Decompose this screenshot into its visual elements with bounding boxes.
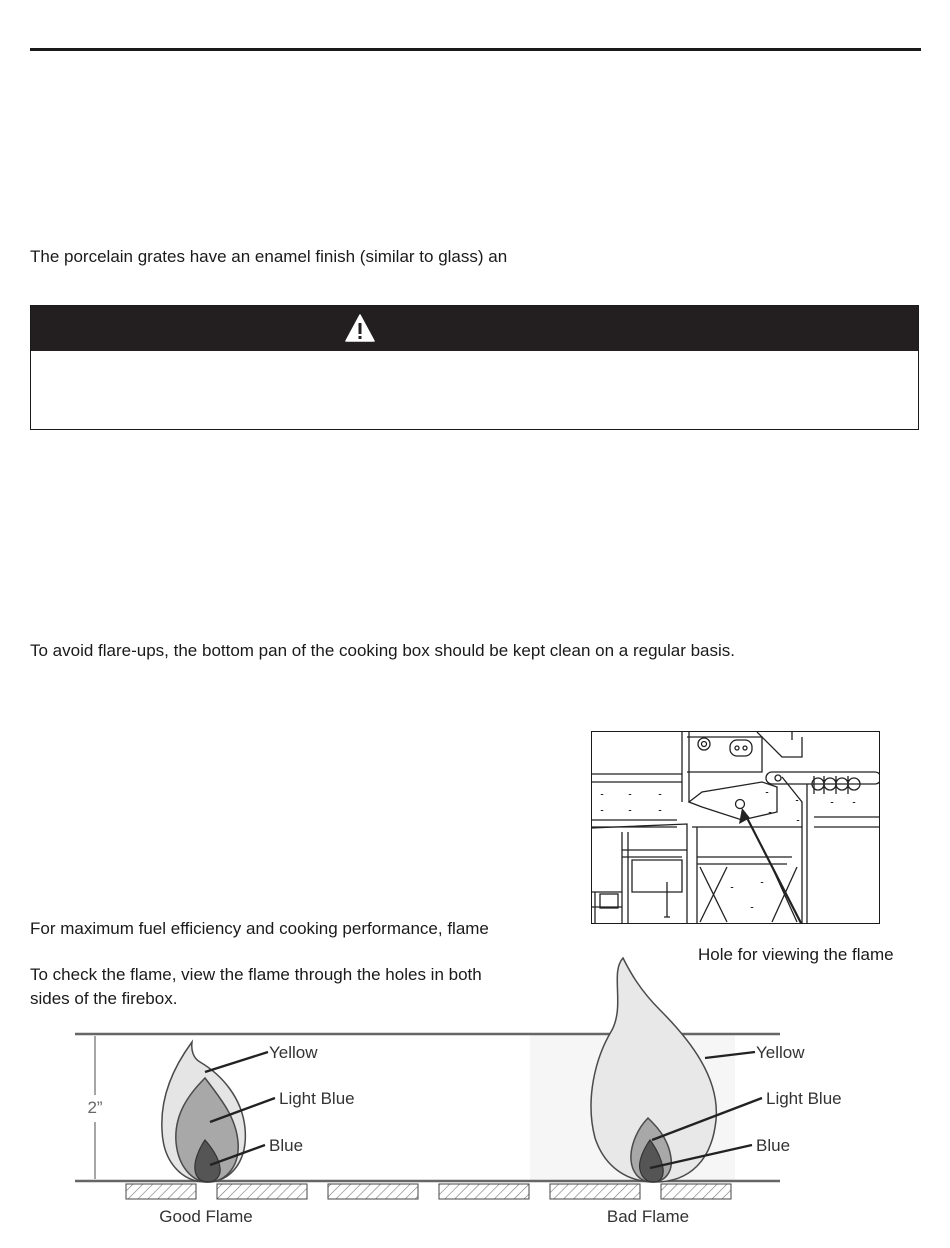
bad-flame-caption: Bad Flame: [606, 1207, 690, 1226]
bad-yellow-label: Yellow: [756, 1043, 805, 1062]
check-flame-line-1: To check the flame, view the flame through the holes in both: [30, 965, 482, 984]
good-yellow-label: Yellow: [269, 1043, 318, 1062]
check-flame-line-2: sides of the firebox.: [30, 989, 178, 1008]
burner-port: [126, 1184, 196, 1199]
flare-ups-paragraph: To avoid flare-ups, the bottom pan of the cooking box should be kept clean on a regular basis.: [30, 641, 736, 660]
warning-header: [31, 306, 918, 351]
porcelain-paragraph: The porcelain grates have an enamel finish (similar to glass) an: [30, 247, 508, 266]
good-blue-label: Blue: [269, 1136, 304, 1155]
burner-ports: [126, 1184, 731, 1199]
bad-blue-label: Blue: [756, 1136, 791, 1155]
photo-caption: Hole for viewing the flame: [698, 945, 894, 964]
fuel-efficiency-paragraph: For maximum fuel efficiency and cooking performance, flame: [30, 919, 489, 938]
good-light-blue-label: Light Blue: [279, 1089, 355, 1108]
warning-triangle-icon: [344, 313, 376, 343]
burner-port: [217, 1184, 307, 1199]
height-label: 2”: [87, 1098, 103, 1117]
burner-port: [439, 1184, 529, 1199]
burner-port: [661, 1184, 731, 1199]
burner-port: [550, 1184, 640, 1199]
bad-flame: [591, 958, 716, 1182]
warning-box: [30, 305, 919, 430]
grill-photo: [591, 731, 880, 924]
flame-diagram: [0, 950, 950, 1248]
top-rule: [30, 48, 921, 51]
burner-port: [328, 1184, 418, 1199]
good-flame-caption: Good Flame: [159, 1207, 253, 1226]
bad-light-blue-label: Light Blue: [766, 1089, 842, 1108]
